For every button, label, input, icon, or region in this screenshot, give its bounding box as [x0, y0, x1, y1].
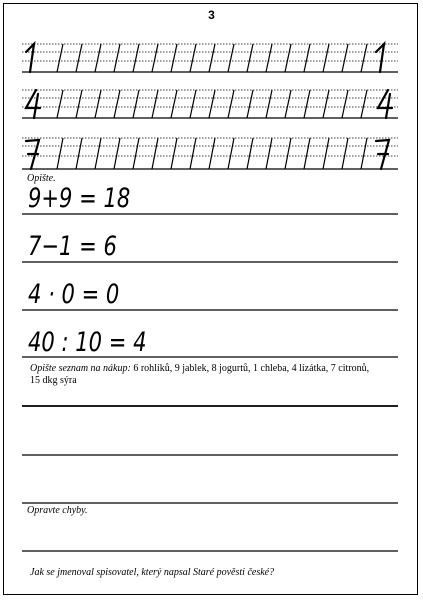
practice-stroke [57, 44, 63, 72]
practice-stroke [361, 90, 367, 118]
equation-2: 7−1 = 6 [28, 231, 117, 262]
practice-stroke [209, 138, 215, 169]
practice-stroke [342, 138, 348, 169]
practice-stroke [76, 90, 82, 118]
shopping-list-instruction [30, 363, 404, 387]
practice-stroke [152, 90, 158, 118]
practice-stroke [57, 138, 63, 169]
equation-3: 4 · 0 = 0 [28, 279, 120, 310]
shopping-lead: Opište seznam na nákup: [30, 363, 131, 374]
practice-stroke [133, 90, 139, 118]
practice-stroke [171, 90, 177, 118]
practice-stroke [57, 90, 63, 118]
practice-digit-four-right [378, 90, 392, 118]
practice-stroke [361, 138, 367, 169]
practice-stroke [190, 44, 196, 72]
copy-instruction: Opište. [27, 173, 56, 184]
practice-stroke [342, 44, 348, 72]
answer-lines [22, 406, 398, 551]
practice-stroke [190, 90, 196, 118]
practice-stroke [266, 138, 272, 169]
practice-digit-one-left [26, 44, 34, 72]
practice-stroke [323, 90, 329, 118]
practice-stroke [76, 138, 82, 169]
practice-stroke [133, 44, 139, 72]
practice-stroke [304, 44, 310, 72]
practice-stroke [247, 44, 253, 72]
practice-stroke [285, 44, 291, 72]
practice-stroke [285, 138, 291, 169]
equation-4: 40 : 10 = 4 [28, 327, 147, 358]
practice-stroke [114, 44, 120, 72]
practice-stroke [95, 138, 101, 169]
practice-stroke [323, 44, 329, 72]
shopping-items-line2: 15 dkg sýra [30, 375, 77, 386]
practice-stroke [133, 138, 139, 169]
practice-digit-seven-right [376, 140, 389, 169]
practice-digit-four-left [26, 90, 40, 118]
practice-stroke [171, 138, 177, 169]
practice-stroke [247, 90, 253, 118]
practice-stroke [95, 90, 101, 118]
practice-stroke [152, 138, 158, 169]
practice-stroke [76, 44, 82, 72]
practice-stroke [285, 90, 291, 118]
practice-stroke [190, 138, 196, 169]
practice-stroke [114, 90, 120, 118]
practice-stroke [247, 138, 253, 169]
practice-stroke [266, 90, 272, 118]
practice-stroke [95, 44, 101, 72]
practice-stroke [228, 138, 234, 169]
practice-stroke [209, 44, 215, 72]
practice-stroke [304, 90, 310, 118]
shopping-items: 6 rohlíků, 9 jablek, 8 jogurtů, 1 chleba, 4 lízátka, 7 citronů, [130, 363, 370, 374]
practice-digit-one-right [376, 44, 384, 72]
fix-errors-instruction: Opravte chyby. [27, 505, 88, 516]
practice-stroke [171, 44, 177, 72]
practice-stroke [266, 44, 272, 72]
page-number: 3 [208, 8, 215, 22]
practice-stroke [228, 44, 234, 72]
practice-stroke [342, 90, 348, 118]
practice-stroke [209, 90, 215, 118]
practice-stroke [114, 138, 120, 169]
practice-stroke [228, 90, 234, 118]
practice-slant-strokes [57, 44, 367, 169]
question-text: Jak se jmenoval spisovatel, který napsal Staré pověsti české? [30, 567, 275, 578]
practice-stroke [152, 44, 158, 72]
practice-stroke [304, 138, 310, 169]
equation-1: 9+9 = 18 [28, 183, 131, 214]
practice-stroke [361, 44, 367, 72]
practice-stroke [323, 138, 329, 169]
practice-digit-seven-left [26, 140, 39, 169]
